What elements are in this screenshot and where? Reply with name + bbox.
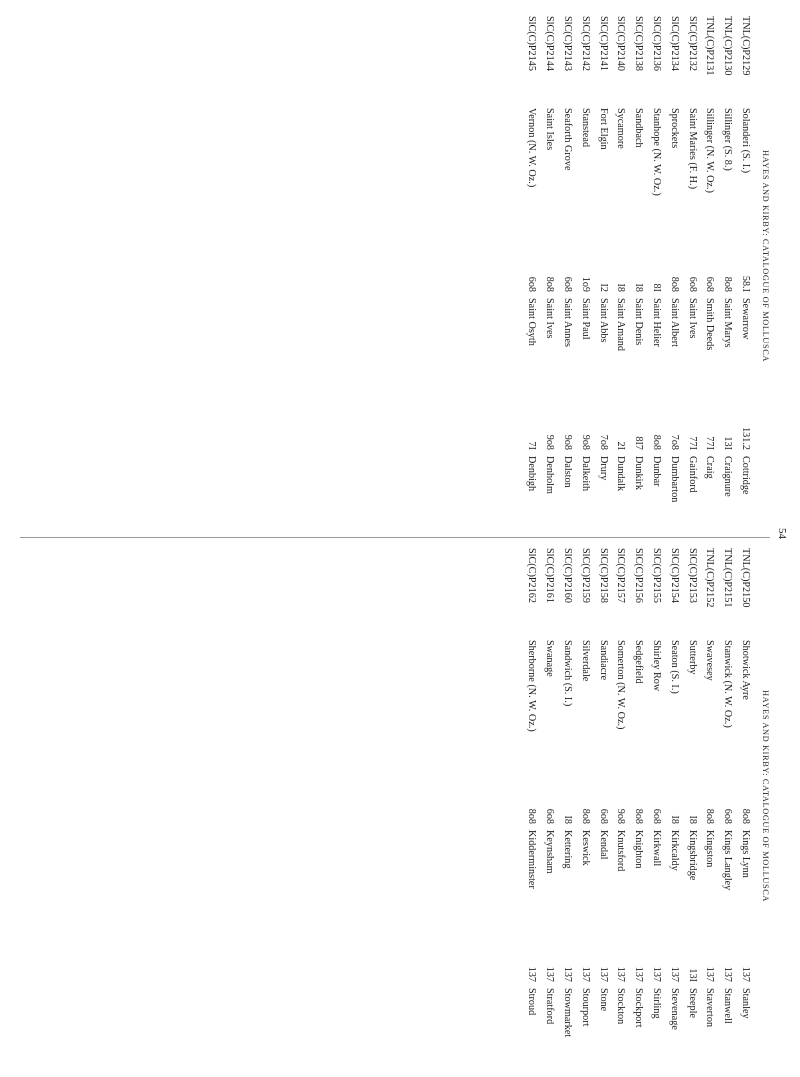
table-cell: 8I7 <box>633 436 645 450</box>
table-cell: Staverton <box>704 988 716 1028</box>
table-cell: Kirkwall <box>651 830 663 867</box>
left-column <box>523 16 754 536</box>
table-cell: Stockton <box>615 988 627 1025</box>
table-row <box>665 16 683 536</box>
table-cell: 9o8 <box>579 434 591 450</box>
table-cell: 137 <box>722 966 734 982</box>
table-cell: Vernon (N. W. Oz.) <box>526 108 538 188</box>
table-cell: Sandwich (S. I.) <box>562 640 574 707</box>
page-number: 54 <box>776 528 788 539</box>
table-cell: I8 <box>615 283 627 292</box>
table-row <box>523 16 541 536</box>
table-row <box>540 548 558 1068</box>
table-cell: SlC(C)P2145 <box>526 16 538 71</box>
table-cell: Stroud <box>526 988 538 1016</box>
table-cell: Sherborne (N. W. Oz.) <box>526 640 538 732</box>
table-cell: Cottridge <box>740 456 751 495</box>
table-cell: Sillinger (N. W. Oz.) <box>704 108 716 193</box>
table-cell: Somerton (N. W. Oz.) <box>615 640 627 730</box>
table-cell: SlC(C)P2134 <box>668 16 680 71</box>
table-row <box>665 548 683 1068</box>
table-cell: I2 <box>597 283 609 292</box>
table-cell: Silverdale <box>579 640 591 682</box>
table-cell: Stourport <box>579 988 591 1027</box>
table-cell: 1o9 <box>579 276 591 292</box>
table-cell: SlC(C)P2138 <box>633 16 645 71</box>
table-cell: Swavesey <box>704 640 716 681</box>
table-cell: Stanstead <box>579 108 591 148</box>
table-cell: Saint Albert <box>668 298 680 347</box>
table-row <box>647 548 665 1068</box>
table-cell: SlC(C)P2160 <box>562 548 574 603</box>
table-cell: Knutsford <box>615 830 627 872</box>
table-cell: Saint Helier <box>651 298 663 347</box>
table-cell: TNL(C)P2152 <box>704 548 716 608</box>
table-cell: SlC(C)P2132 <box>686 16 698 71</box>
table-cell: 137 <box>526 966 538 982</box>
table-cell: 137 <box>740 966 751 982</box>
table-row <box>718 16 736 536</box>
table-cell: 6o8 <box>686 276 698 292</box>
table-cell: 137 <box>562 966 574 982</box>
table-cell: Saint Isles <box>544 108 556 151</box>
table-cell: 137 <box>668 966 680 982</box>
table-cell: 8o8 <box>651 434 663 450</box>
table-cell: Kingsbridge <box>686 830 698 881</box>
table-cell: Denholm <box>544 456 556 494</box>
table-cell: SlC(C)P2153 <box>686 548 698 603</box>
table-row <box>683 16 701 536</box>
table-cell: 137 <box>633 966 645 982</box>
table-cell: Stanhope (N. W. Oz.) <box>651 108 663 196</box>
table-row <box>701 548 719 1068</box>
table-cell: Seaforth Grove <box>562 108 574 171</box>
table-cell: Sycamore <box>615 108 627 149</box>
table-cell: Seaton (S. I.) <box>668 640 680 694</box>
table-cell: 8o8 <box>722 276 734 292</box>
table-row <box>736 16 754 536</box>
table-cell: 9o8 <box>544 434 556 450</box>
table-row <box>594 548 612 1068</box>
table-row <box>736 548 754 1068</box>
table-cell: 7I <box>526 441 538 450</box>
table-cell: 137 <box>651 966 663 982</box>
table-cell: Stirling <box>651 988 663 1019</box>
table-cell: Fort Elgin <box>597 108 609 150</box>
table-cell: 8I <box>651 283 663 292</box>
table-cell: Solanderi (S. I.) <box>740 108 751 174</box>
table-cell: 8o8 <box>579 808 591 824</box>
table-cell: TNL(C)P2131 <box>704 16 716 76</box>
table-cell: Kettering <box>562 830 574 869</box>
table-cell: Dunbar <box>651 456 663 487</box>
table-row <box>612 548 630 1068</box>
column-divider <box>20 537 770 538</box>
table-cell: 137 <box>579 966 591 982</box>
table-cell: 131.2 <box>740 427 751 450</box>
table-cell: I8 <box>633 283 645 292</box>
table-cell: SlC(C)P2141 <box>597 16 609 71</box>
table-cell: I8 <box>686 815 698 824</box>
table-cell: SlC(C)P2142 <box>579 16 591 71</box>
table-cell: Saint Ives <box>544 298 556 339</box>
table-cell: 9o8 <box>562 434 574 450</box>
table-cell: SlC(C)P2136 <box>651 16 663 71</box>
table-cell: I8 <box>562 815 574 824</box>
right-heading: HAYES AND KIRBY: CATALOGUE OF MOLLUSCA <box>761 690 770 903</box>
table-cell: Saint Osyth <box>526 298 538 346</box>
table-row <box>540 16 558 536</box>
table-cell: 137 <box>544 966 556 982</box>
table-cell: Stockport <box>633 988 645 1028</box>
table-cell: Steeple <box>686 988 698 1018</box>
table-cell: Smith Deeds <box>704 298 716 351</box>
table-cell: 6o8 <box>562 276 574 292</box>
table-row <box>629 16 647 536</box>
table-cell: 8o8 <box>633 808 645 824</box>
table-cell: 6o8 <box>704 276 716 292</box>
table-cell: Denbigh <box>526 456 538 492</box>
table-cell: 77I <box>704 436 716 450</box>
table-cell: Kidderminster <box>526 830 538 889</box>
table-cell: Saint Paul <box>579 298 591 340</box>
table-cell: Drury <box>597 456 609 481</box>
table-cell: TNL(C)P2130 <box>722 16 734 76</box>
table-cell: SlC(C)P2156 <box>633 548 645 603</box>
table-cell: 9o8 <box>615 808 627 824</box>
table-cell: Shotwick Ayre <box>740 640 751 700</box>
table-cell: Swanage <box>544 640 556 677</box>
table-cell: SlC(C)P2157 <box>615 548 627 603</box>
table-row <box>576 16 594 536</box>
table-cell: Dumbarton <box>668 456 680 503</box>
table-cell: 137 <box>704 966 716 982</box>
table-cell: Kings Langley <box>722 830 734 891</box>
table-cell: SlC(C)P2162 <box>526 548 538 603</box>
table-cell: 8o8 <box>544 276 556 292</box>
table-cell: 6o8 <box>526 276 538 292</box>
table-cell: Stevenage <box>668 988 680 1030</box>
table-cell: Sprockets <box>668 108 680 149</box>
table-row <box>612 16 630 536</box>
table-cell: I8 <box>668 815 680 824</box>
table-cell: Kingston <box>704 830 716 868</box>
table-cell: 7o8 <box>597 434 609 450</box>
table-cell: Saint Maries (F. H.) <box>686 108 698 189</box>
table-cell: Stratford <box>544 988 556 1025</box>
table-cell: 8o8 <box>526 808 538 824</box>
table-row <box>594 16 612 536</box>
table-cell: Keswick <box>579 830 591 866</box>
left-heading: HAYES AND KIRBY: CATALOGUE OF MOLLUSCA <box>761 150 770 363</box>
table-cell: Sillinger (S. 8.) <box>722 108 734 171</box>
table-cell: Stanwick (N. W. Oz.) <box>722 640 734 728</box>
table-cell: 8o8 <box>704 808 716 824</box>
table-cell: Saint Abbs <box>597 298 609 343</box>
table-cell: SlC(C)P2140 <box>615 16 627 71</box>
table-cell: SlC(C)P2158 <box>597 548 609 603</box>
table-cell: Stone <box>597 988 609 1012</box>
table-cell: Saint Denis <box>633 298 645 346</box>
table-cell: Dalston <box>562 456 574 488</box>
table-cell: 6o8 <box>544 808 556 824</box>
right-column <box>523 548 754 1068</box>
table-cell: 13I <box>722 436 734 450</box>
table-cell: Kings Lynn <box>740 830 751 878</box>
table-cell: Craig <box>704 456 716 479</box>
table-cell: SlC(C)P2161 <box>544 548 556 603</box>
table-cell: Sandiacre <box>597 640 609 681</box>
table-row <box>701 16 719 536</box>
table-row <box>558 16 576 536</box>
table-cell: Keynsham <box>544 830 556 874</box>
table-row <box>718 548 736 1068</box>
table-cell: 6o8 <box>651 808 663 824</box>
table-cell: 58.I <box>740 275 751 292</box>
table-cell: Sandbach <box>633 108 645 148</box>
table-row <box>523 548 541 1068</box>
table-cell: Dundalk <box>615 456 627 492</box>
table-row <box>576 548 594 1068</box>
table-cell: Saint Marys <box>722 298 734 348</box>
table-cell: 6o8 <box>722 808 734 824</box>
table-cell: Dunkirk <box>633 456 645 490</box>
table-cell: Sutterby <box>686 640 698 675</box>
table-row <box>558 548 576 1068</box>
table-cell: Gainford <box>686 456 698 493</box>
table-cell: Kendal <box>597 830 609 860</box>
table-cell: TNL(C)P2129 <box>740 16 751 76</box>
table-cell: 8o8 <box>740 808 751 824</box>
table-cell: SlC(C)P2144 <box>544 16 556 71</box>
table-cell: 137 <box>615 966 627 982</box>
table-cell: Kirkcaldy <box>668 830 680 871</box>
table-cell: SlC(C)P2143 <box>562 16 574 71</box>
table-row <box>647 16 665 536</box>
table-cell: Shirley Row <box>651 640 663 692</box>
table-cell: 8o8 <box>668 276 680 292</box>
table-cell: Dalkeith <box>579 456 591 492</box>
table-row <box>629 548 647 1068</box>
table-cell: 13I <box>686 968 698 982</box>
table-cell: Sedgefield <box>633 640 645 684</box>
table-cell: Stowmarket <box>562 988 574 1038</box>
table-cell: SlC(C)P2154 <box>668 548 680 603</box>
table-cell: 2I <box>615 441 627 450</box>
table-cell: SlC(C)P2159 <box>579 548 591 603</box>
table-cell: Saint Amand <box>615 298 627 351</box>
table-cell: 7o8 <box>668 434 680 450</box>
table-cell: Craignure <box>722 456 734 497</box>
table-cell: TNL(C)P2150 <box>740 548 751 608</box>
table-cell: Sewarrow <box>740 298 751 340</box>
table-cell: TNL(C)P2151 <box>722 548 734 608</box>
table-cell: 77I <box>686 436 698 450</box>
table-cell: SlC(C)P2155 <box>651 548 663 603</box>
table-cell: Stanley <box>740 988 751 1019</box>
table-cell: Stanwell <box>722 988 734 1024</box>
table-cell: Saint Ives <box>686 298 698 339</box>
table-cell: 137 <box>597 966 609 982</box>
table-row <box>683 548 701 1068</box>
table-cell: Knighton <box>633 830 645 869</box>
table-cell: Saint Annes <box>562 298 574 347</box>
table-cell: 6o8 <box>597 808 609 824</box>
